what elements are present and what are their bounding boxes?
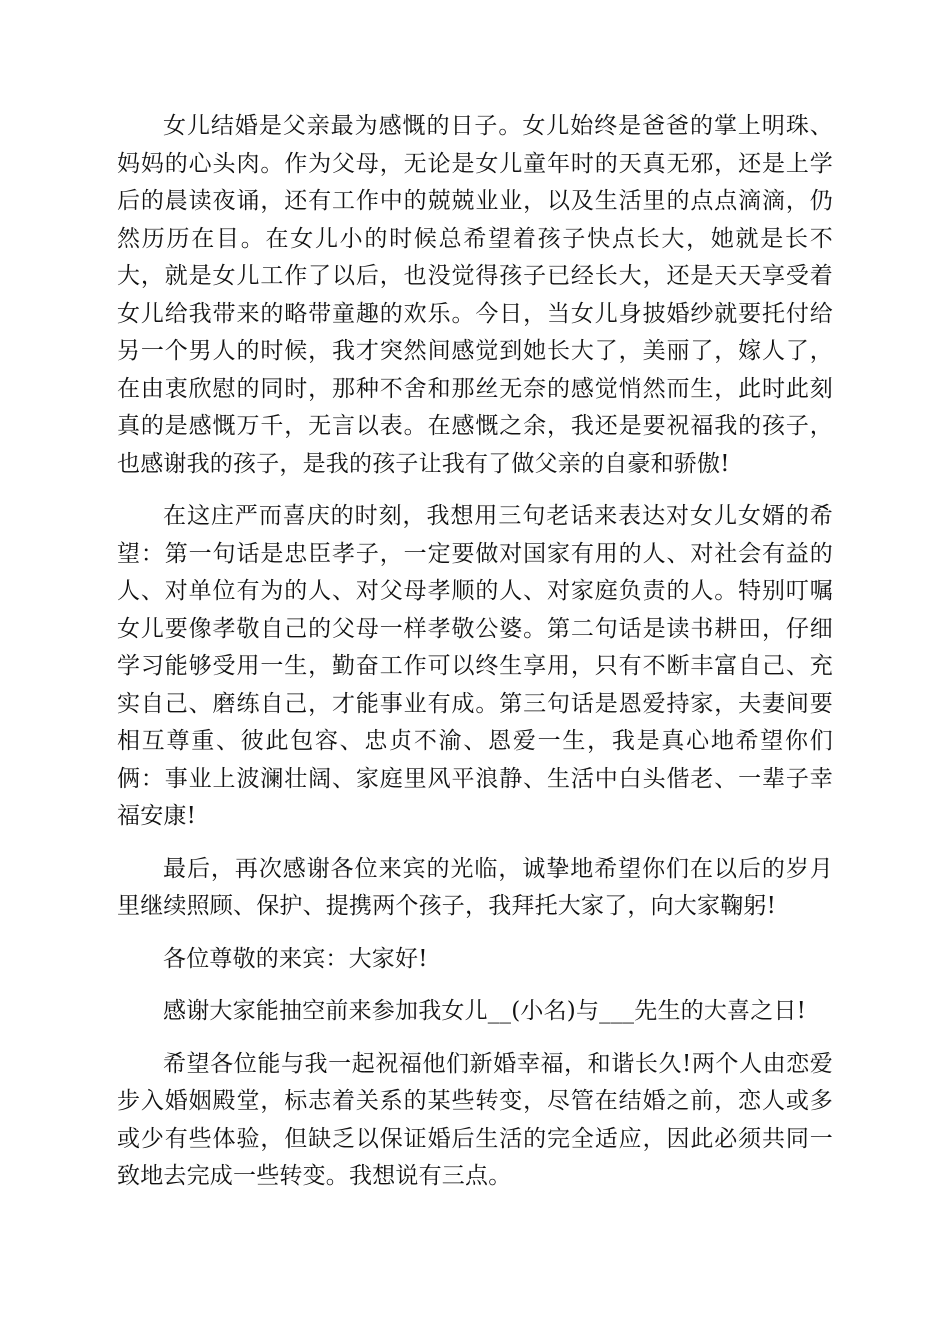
paragraph-3: 最后，再次感谢各位来宾的光临，诚挚地希望你们在以后的岁月里继续照顾、保护、提携两个孩子，我拜托大家了，向大家鞠躬! [117, 855, 833, 919]
paragraph-4: 各位尊敬的来宾：大家好! [163, 945, 428, 972]
paragraph-6: 希望各位能与我一起祝福他们新婚幸福，和谐长久!两个人由恋爱步入婚姻殿堂，标志着关系的某些转变，尽管在结婚之前，恋人或多或少有些体验，但缺乏以保证婚后生活的完全适应，因此必须共同一致地去完成一些转变。我想说有三点。 [117, 1050, 833, 1189]
paragraph-1: 女儿结婚是父亲最为感慨的日子。女儿始终是爸爸的掌上明珠、妈妈的心头肉。作为父母，无论是女儿童年时的天真无邪，还是上学后的晨读夜诵，还有工作中的兢兢业业，以及生活里的点点滴滴，仍然历历在目。在女儿小的时候总希望着孩子快点长大，她就是长不大，就是女儿工作了以后，也没觉得孩子已经长大，还是天天享受着女儿给我带来的略带童趣的欢乐。今日，当女儿身披婚纱就要托付给另一个男人的时候，我才突然间感觉到她长大了，美丽了，嫁人了，在由衷欣慰的同时，那种不舍和那丝无奈的感觉悄然而生，此时此刻真的是感慨万千，无言以表。在感慨之余，我还是要祝福我的孩子，也感谢我的孩子，是我的孩子让我有了做父亲的自豪和骄傲! [117, 113, 833, 477]
document-body [117, 108, 833, 1196]
paragraph-5: 感谢大家能抽空前来参加我女儿__(小名)与___先生的大喜之日! [163, 998, 807, 1024]
paragraph-2: 在这庄严而喜庆的时刻，我想用三句老话来表达对女儿女婿的希望：第一句话是忠臣孝子，一定要做对国家有用的人、对社会有益的人、对单位有为的人、对父母孝顺的人、对家庭负责的人。特别叮嘱女儿要像孝敬自己的父母一样孝敬公婆。第二句话是读书耕田，仔细学习能够受用一生，勤奋工作可以终生享用，只有不断丰富自己、充实自己、磨练自己，才能事业有成。第三句话是恩爱持家，夫妻间要相互尊重、彼此包容、忠贞不渝、恩爱一生，我是真心地希望你们俩：事业上波澜壮阔、家庭里风平浪静、生活中白头偕老、一辈子幸福安康! [117, 503, 833, 829]
